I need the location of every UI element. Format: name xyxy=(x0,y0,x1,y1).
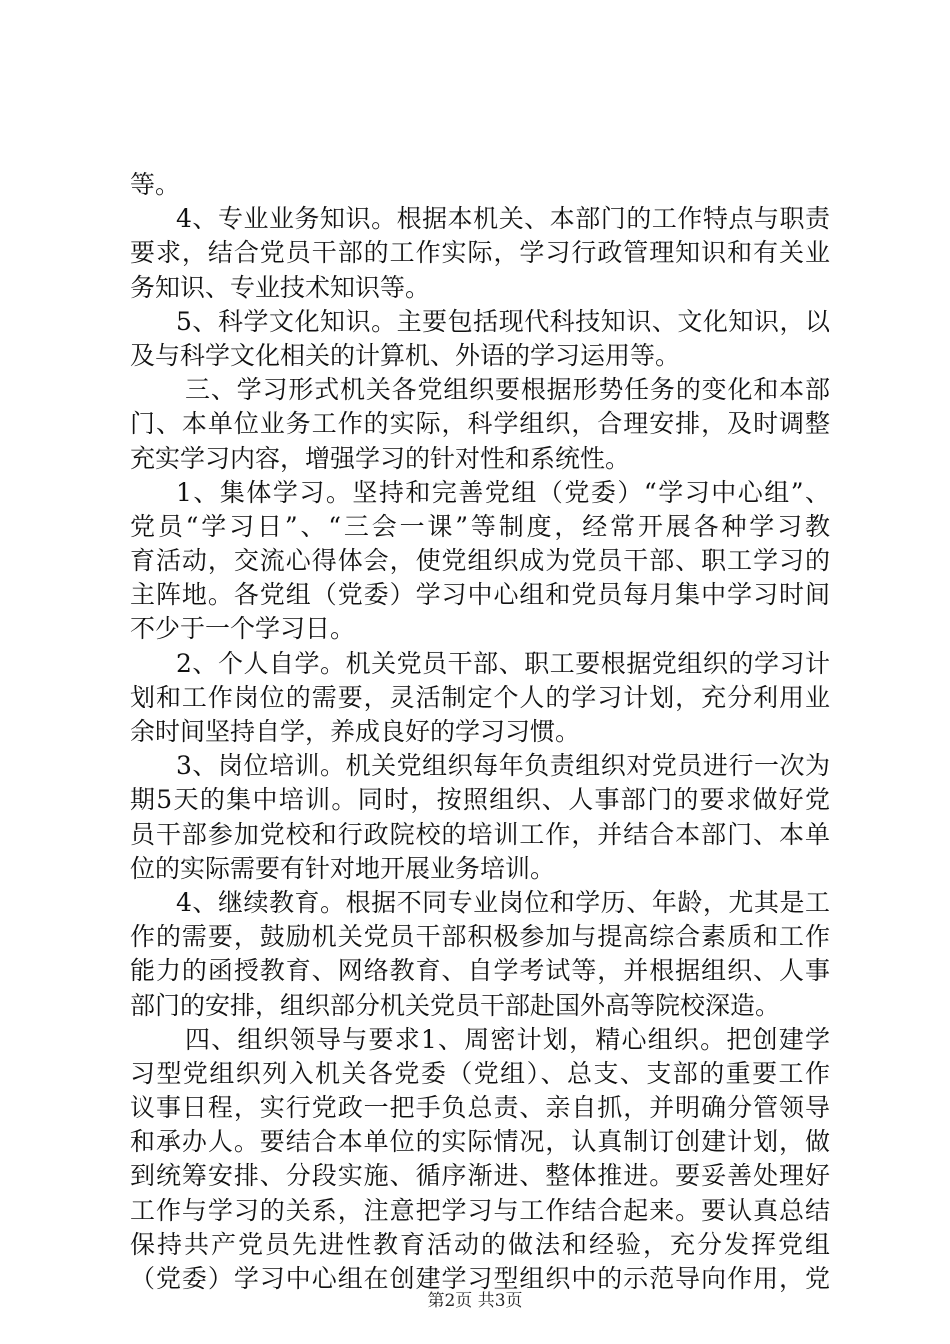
paragraph-line: 1、集体学习。坚持和完善党组（党委）“学习中心组”、 xyxy=(176,477,830,507)
paragraph-line: （党委）学习中心组在创建学习型组织中的示范导向作用，党 xyxy=(130,1264,830,1293)
paragraph-line: 要求，结合党员干部的工作实际，学习行政管理知识和有关业 xyxy=(130,238,830,268)
paragraph-line: 党员“学习日”、“三会一课”等制度，经常开展各种学习教 xyxy=(130,511,830,541)
paragraph-line: 门、本单位业务工作的实际，科学组织，合理安排，及时调整 xyxy=(130,409,830,439)
paragraph-line: 四、组织领导与要求1、周密计划，精心组织。把创建学 xyxy=(185,1024,830,1054)
paragraph-line: 务知识、专业技术知识等。 xyxy=(130,272,431,302)
paragraph-line: 5、科学文化知识。主要包括现代科技知识、文化知识，以 xyxy=(176,306,830,336)
paragraph-line: 2、个人自学。机关党员干部、职工要根据党组织的学习计 xyxy=(176,648,830,678)
paragraph-line: 4、继续教育。根据不同专业岗位和学历、年龄，尤其是工 xyxy=(176,887,830,917)
paragraph-line: 三、学习形式机关各党组织要根据形势任务的变化和本部 xyxy=(185,375,830,405)
paragraph-line: 议事日程，实行党政一把手负总责、亲自抓，并明确分管领导 xyxy=(130,1093,830,1123)
paragraph-line: 不少于一个学习日。 xyxy=(130,614,356,644)
paragraph-line: 划和工作岗位的需要，灵活制定个人的学习计划，充分利用业 xyxy=(130,682,830,712)
paragraph-line: 和承办人。要结合本单位的实际情况，认真制订创建计划，做 xyxy=(130,1127,830,1157)
paragraph-line: 及与科学文化相关的计算机、外语的学习运用等。 xyxy=(130,340,681,370)
paragraph-line: 能力的函授教育、网络教育、自学考试等，并根据组织、人事 xyxy=(130,956,830,986)
paragraph-line: 工作与学习的关系，注意把学习与工作结合起来。要认真总结 xyxy=(130,1195,830,1225)
paragraph-line: 4、专业业务知识。根据本机关、本部门的工作特点与职责 xyxy=(176,204,830,234)
paragraph-line: 等。 xyxy=(130,170,181,199)
document-body xyxy=(130,168,830,1296)
paragraph-line: 作的需要，鼓励机关党员干部积极参加与提高综合素质和工作 xyxy=(130,922,830,952)
paragraph-line: 主阵地。各党组（党委）学习中心组和党员每月集中学习时间 xyxy=(130,580,830,610)
paragraph-line: 余时间坚持自学，养成良好的学习习惯。 xyxy=(130,717,581,746)
paragraph-line: 期5天的集中培训。同时，按照组织、人事部门的要求做好党 xyxy=(130,785,830,815)
paragraph-line: 到统筹安排、分段实施、循序渐进、整体推进。要妥善处理好 xyxy=(130,1161,830,1191)
paragraph-line: 育活动，交流心得体会，使党组织成为党员干部、职工学习的 xyxy=(130,546,830,576)
paragraph-line: 充实学习内容，增强学习的针对性和系统性。 xyxy=(130,443,631,473)
paragraph-line: 员干部参加党校和行政院校的培训工作，并结合本部门、本单 xyxy=(130,819,830,849)
page-number-footer: 第2页 共3页 xyxy=(427,1291,523,1311)
paragraph-line: 3、岗位培训。机关党组织每年负责组织对党员进行一次为 xyxy=(176,751,830,781)
paragraph-line: 习型党组织列入机关各党委（党组）、总支、支部的重要工作 xyxy=(130,1058,830,1088)
paragraph-line: 保持共产党员先进性教育活动的做法和经验，充分发挥党组 xyxy=(130,1229,830,1259)
paragraph-line: 部门的安排，组织部分机关党员干部赴国外高等院校深造。 xyxy=(130,990,781,1020)
paragraph-line: 位的实际需要有针对地开展业务培训。 xyxy=(130,853,556,883)
